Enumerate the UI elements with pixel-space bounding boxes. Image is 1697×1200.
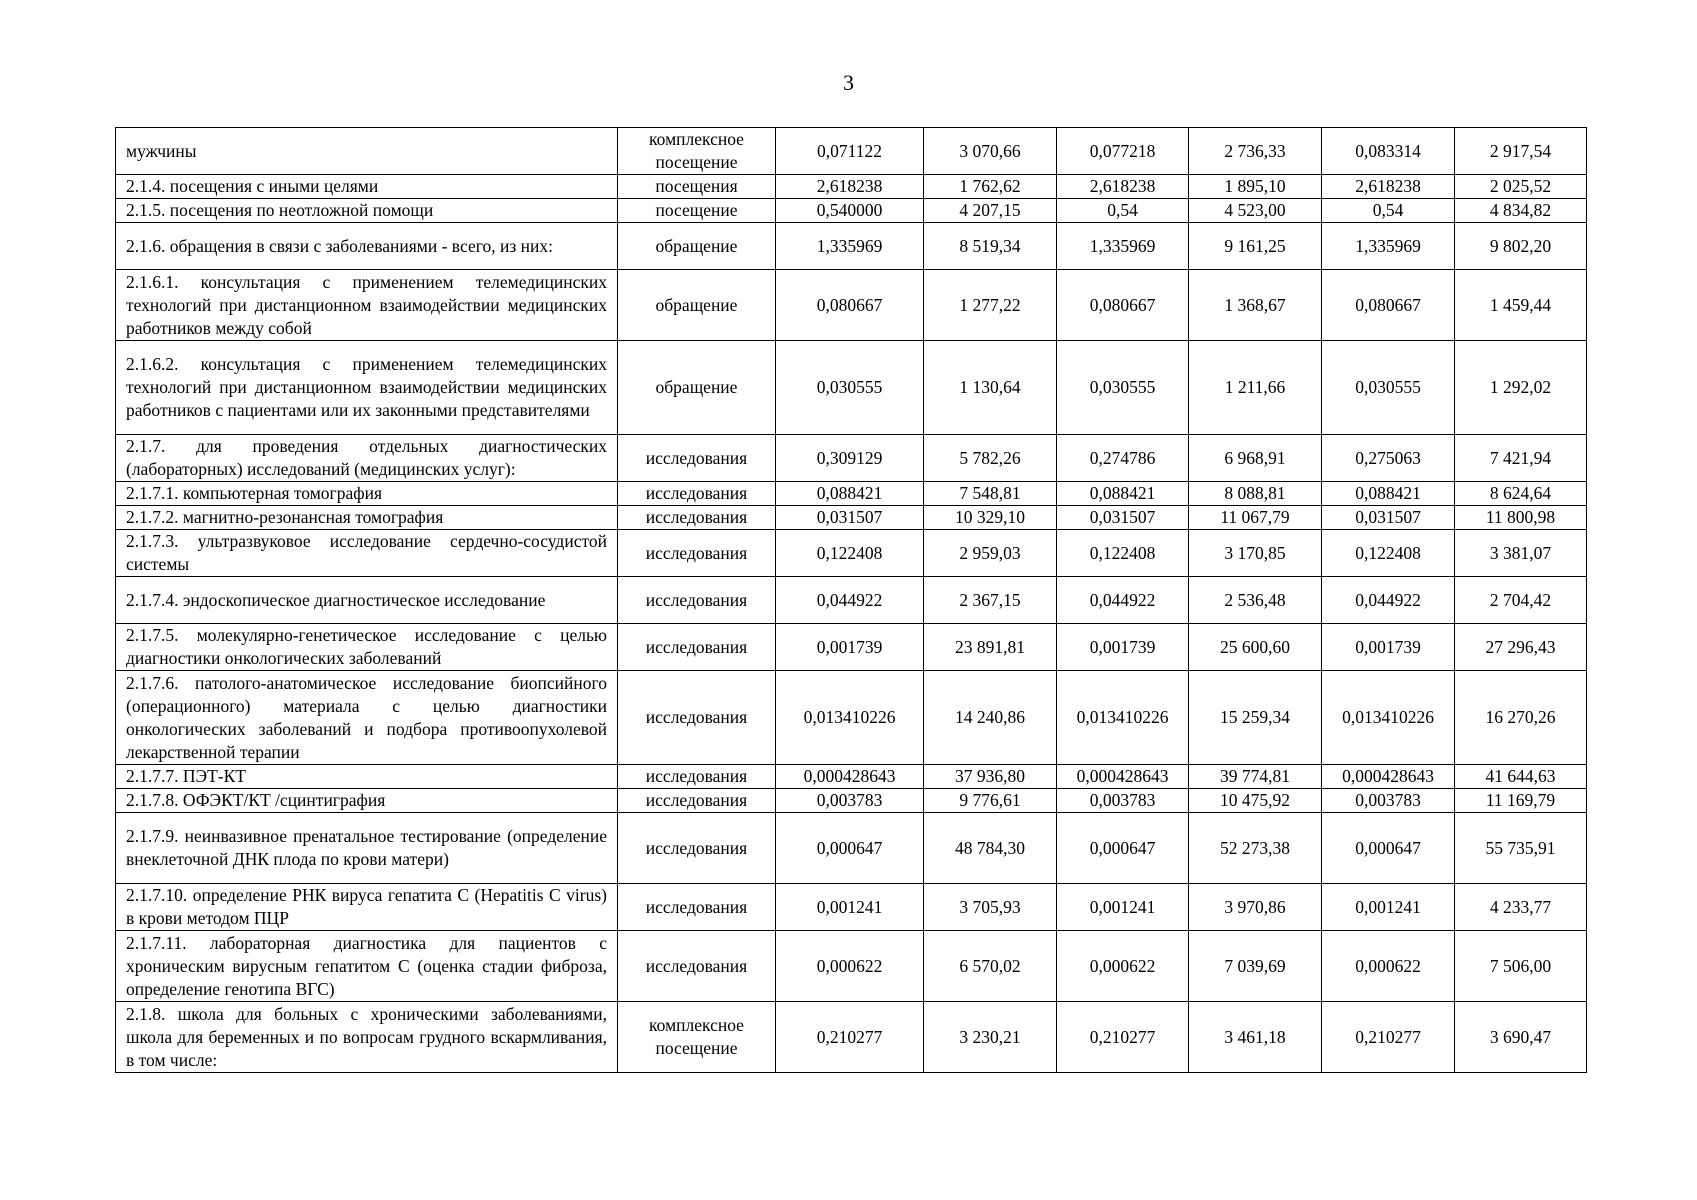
row-value: 0,000647: [1322, 813, 1455, 884]
row-value: 8 088,81: [1189, 482, 1322, 506]
row-value: 1 277,22: [924, 270, 1057, 341]
row-value: 0,000428643: [1322, 765, 1455, 789]
row-name: 2.1.6.1. консультация с применением телемедицинских технологий при дистанционном взаимодействии медицинских работников между собой: [116, 270, 618, 341]
table-row: [116, 199, 1587, 223]
row-value: 16 270,26: [1455, 671, 1587, 765]
row-value: 3 170,85: [1189, 530, 1322, 577]
row-value: 0,003783: [1322, 789, 1455, 813]
row-value: 1 368,67: [1189, 270, 1322, 341]
row-unit: комплексное посещение: [618, 128, 776, 175]
row-value: 0,013410226: [1057, 671, 1189, 765]
row-value: 1 895,10: [1189, 175, 1322, 199]
row-unit: исследования: [618, 931, 776, 1002]
page-number: 3: [843, 70, 854, 95]
row-name: 2.1.7.10. определение РНК вируса гепатита С (Hepatitis C virus) в крови методом ПЦР: [116, 884, 618, 931]
row-value: 25 600,60: [1189, 624, 1322, 671]
row-name: 2.1.6. обращения в связи с заболеваниями - всего, из них:: [116, 223, 618, 270]
table-row: [116, 270, 1587, 341]
row-unit: посещение: [618, 199, 776, 223]
row-value: 3 970,86: [1189, 884, 1322, 931]
row-value: 0,000622: [1322, 931, 1455, 1002]
table-row: [116, 813, 1587, 884]
table-row: [116, 482, 1587, 506]
row-value: 2 736,33: [1189, 128, 1322, 175]
row-value: 6 968,91: [1189, 435, 1322, 482]
row-value: 0,000428643: [1057, 765, 1189, 789]
row-value: 15 259,34: [1189, 671, 1322, 765]
row-value: 37 936,80: [924, 765, 1057, 789]
row-value: 0,080667: [1057, 270, 1189, 341]
row-value: 8 519,34: [924, 223, 1057, 270]
row-value: 2 025,52: [1455, 175, 1587, 199]
row-value: 0,210277: [776, 1002, 924, 1073]
row-value: 2 367,15: [924, 577, 1057, 624]
table-row: [116, 765, 1587, 789]
row-value: 5 782,26: [924, 435, 1057, 482]
row-name: 2.1.7.11. лабораторная диагностика для пациентов с хроническим вирусным гепатитом С (оценка стадии фиброза, определение генотипа ВГС): [116, 931, 618, 1002]
table-row: [116, 789, 1587, 813]
row-value: 1,335969: [1057, 223, 1189, 270]
row-value: 0,210277: [1322, 1002, 1455, 1073]
row-unit: исследования: [618, 435, 776, 482]
row-value: 11 067,79: [1189, 506, 1322, 530]
row-value: 0,044922: [1322, 577, 1455, 624]
row-unit: обращение: [618, 270, 776, 341]
row-value: 27 296,43: [1455, 624, 1587, 671]
row-value: 4 834,82: [1455, 199, 1587, 223]
row-name: 2.1.8. школа для больных с хроническими заболеваниями, школа для беременных и по вопросам грудного вскармливания, в том числе:: [116, 1002, 618, 1073]
row-name: 2.1.5. посещения по неотложной помощи: [116, 199, 618, 223]
row-value: 4 523,00: [1189, 199, 1322, 223]
row-value: 4 207,15: [924, 199, 1057, 223]
row-value: 0,071122: [776, 128, 924, 175]
row-value: 0,031507: [1322, 506, 1455, 530]
table-row: [116, 530, 1587, 577]
row-value: 0,031507: [776, 506, 924, 530]
row-value: 7 039,69: [1189, 931, 1322, 1002]
row-value: 0,030555: [1057, 341, 1189, 435]
row-unit: исследования: [618, 789, 776, 813]
row-value: 2 704,42: [1455, 577, 1587, 624]
row-value: 2,618238: [1057, 175, 1189, 199]
table-row: [116, 884, 1587, 931]
row-value: 2,618238: [776, 175, 924, 199]
row-name: 2.1.7.1. компьютерная томография: [116, 482, 618, 506]
row-value: 0,001739: [1322, 624, 1455, 671]
row-value: 4 233,77: [1455, 884, 1587, 931]
row-value: 1 292,02: [1455, 341, 1587, 435]
row-value: 3 070,66: [924, 128, 1057, 175]
row-value: 0,122408: [776, 530, 924, 577]
table-row: [116, 577, 1587, 624]
row-value: 1 130,64: [924, 341, 1057, 435]
row-value: 9 161,25: [1189, 223, 1322, 270]
row-unit: исследования: [618, 506, 776, 530]
row-unit: обращение: [618, 223, 776, 270]
row-unit: исследования: [618, 813, 776, 884]
table-row: [116, 1002, 1587, 1073]
row-value: 0,030555: [776, 341, 924, 435]
row-value: 8 624,64: [1455, 482, 1587, 506]
row-value: 0,013410226: [776, 671, 924, 765]
row-value: 0,000428643: [776, 765, 924, 789]
row-unit: исследования: [618, 884, 776, 931]
row-value: 0,000647: [776, 813, 924, 884]
row-value: 0,001241: [776, 884, 924, 931]
table-row: [116, 624, 1587, 671]
row-value: 0,088421: [776, 482, 924, 506]
row-value: 23 891,81: [924, 624, 1057, 671]
row-unit: исследования: [618, 577, 776, 624]
row-value: 0,001241: [1057, 884, 1189, 931]
tariff-table: [115, 127, 1587, 1073]
row-value: 0,210277: [1057, 1002, 1189, 1073]
row-unit: посещения: [618, 175, 776, 199]
row-value: 39 774,81: [1189, 765, 1322, 789]
row-value: 7 506,00: [1455, 931, 1587, 1002]
row-unit: исследования: [618, 624, 776, 671]
row-value: 0,540000: [776, 199, 924, 223]
row-value: 3 690,47: [1455, 1002, 1587, 1073]
row-value: 0,083314: [1322, 128, 1455, 175]
row-value: 0,275063: [1322, 435, 1455, 482]
row-value: 0,000622: [1057, 931, 1189, 1002]
row-name: 2.1.7.6. патолого-анатомическое исследование биопсийного (операционного) материала с целью диагностики онкологических заболеваний и подбора противоопухолевой лекарственной терапии: [116, 671, 618, 765]
row-value: 1,335969: [1322, 223, 1455, 270]
table-row: [116, 341, 1587, 435]
row-value: 0,000622: [776, 931, 924, 1002]
row-value: 0,54: [1322, 199, 1455, 223]
table-row: [116, 931, 1587, 1002]
row-value: 0,088421: [1057, 482, 1189, 506]
row-value: 41 644,63: [1455, 765, 1587, 789]
row-name: 2.1.4. посещения с иными целями: [116, 175, 618, 199]
row-unit: исследования: [618, 671, 776, 765]
row-value: 0,077218: [1057, 128, 1189, 175]
row-value: 14 240,86: [924, 671, 1057, 765]
row-value: 11 169,79: [1455, 789, 1587, 813]
row-unit: обращение: [618, 341, 776, 435]
row-value: 1 762,62: [924, 175, 1057, 199]
row-value: 6 570,02: [924, 931, 1057, 1002]
row-value: 48 784,30: [924, 813, 1057, 884]
row-value: 3 230,21: [924, 1002, 1057, 1073]
row-value: 0,031507: [1057, 506, 1189, 530]
row-unit: исследования: [618, 482, 776, 506]
row-value: 0,080667: [776, 270, 924, 341]
row-value: 0,122408: [1322, 530, 1455, 577]
row-name: 2.1.7.9. неинвазивное пренатальное тестирование (определение внеклеточной ДНК плода по крови матери): [116, 813, 618, 884]
row-value: 0,044922: [1057, 577, 1189, 624]
row-name: 2.1.7.5. молекулярно-генетическое исследование с целью диагностики онкологических заболеваний: [116, 624, 618, 671]
row-value: 3 381,07: [1455, 530, 1587, 577]
row-value: 0,001739: [1057, 624, 1189, 671]
row-value: 0,309129: [776, 435, 924, 482]
row-value: 7 421,94: [1455, 435, 1587, 482]
row-value: 1 211,66: [1189, 341, 1322, 435]
row-name: 2.1.7.3. ультразвуковое исследование сердечно-сосудистой системы: [116, 530, 618, 577]
row-value: 0,003783: [776, 789, 924, 813]
table-row: [116, 435, 1587, 482]
row-unit: исследования: [618, 765, 776, 789]
row-value: 0,54: [1057, 199, 1189, 223]
row-value: 0,000647: [1057, 813, 1189, 884]
row-value: 1 459,44: [1455, 270, 1587, 341]
row-value: 3 461,18: [1189, 1002, 1322, 1073]
row-value: 0,088421: [1322, 482, 1455, 506]
row-value: 0,013410226: [1322, 671, 1455, 765]
table-row: [116, 223, 1587, 270]
row-name: 2.1.7.7. ПЭТ-КТ: [116, 765, 618, 789]
table-row: [116, 128, 1587, 175]
row-value: 10 329,10: [924, 506, 1057, 530]
row-name: 2.1.7. для проведения отдельных диагностических (лабораторных) исследований (медицинских услуг):: [116, 435, 618, 482]
row-unit: исследования: [618, 530, 776, 577]
row-unit: комплексное посещение: [618, 1002, 776, 1073]
row-value: 10 475,92: [1189, 789, 1322, 813]
row-value: 7 548,81: [924, 482, 1057, 506]
row-value: 0,003783: [1057, 789, 1189, 813]
row-value: 0,274786: [1057, 435, 1189, 482]
row-value: 2 917,54: [1455, 128, 1587, 175]
row-value: 9 802,20: [1455, 223, 1587, 270]
row-value: 2,618238: [1322, 175, 1455, 199]
table-body: [116, 128, 1587, 1073]
row-value: 0,030555: [1322, 341, 1455, 435]
row-name: 2.1.7.4. эндоскопическое диагностическое исследование: [116, 577, 618, 624]
row-value: 0,001739: [776, 624, 924, 671]
row-name: 2.1.6.2. консультация с применением телемедицинских технологий при дистанционном взаимодействии медицинских работников с пациентами или их законными представителями: [116, 341, 618, 435]
row-value: 0,080667: [1322, 270, 1455, 341]
table-row: [116, 175, 1587, 199]
table-row: [116, 671, 1587, 765]
row-value: 55 735,91: [1455, 813, 1587, 884]
row-value: 52 273,38: [1189, 813, 1322, 884]
row-name: мужчины: [116, 128, 618, 175]
row-value: 11 800,98: [1455, 506, 1587, 530]
row-value: 2 959,03: [924, 530, 1057, 577]
row-value: 2 536,48: [1189, 577, 1322, 624]
row-value: 3 705,93: [924, 884, 1057, 931]
row-name: 2.1.7.8. ОФЭКТ/КТ /сцинтиграфия: [116, 789, 618, 813]
table-row: [116, 506, 1587, 530]
row-value: 0,001241: [1322, 884, 1455, 931]
row-value: 1,335969: [776, 223, 924, 270]
row-value: 0,122408: [1057, 530, 1189, 577]
row-value: 9 776,61: [924, 789, 1057, 813]
row-name: 2.1.7.2. магнитно-резонансная томография: [116, 506, 618, 530]
row-value: 0,044922: [776, 577, 924, 624]
